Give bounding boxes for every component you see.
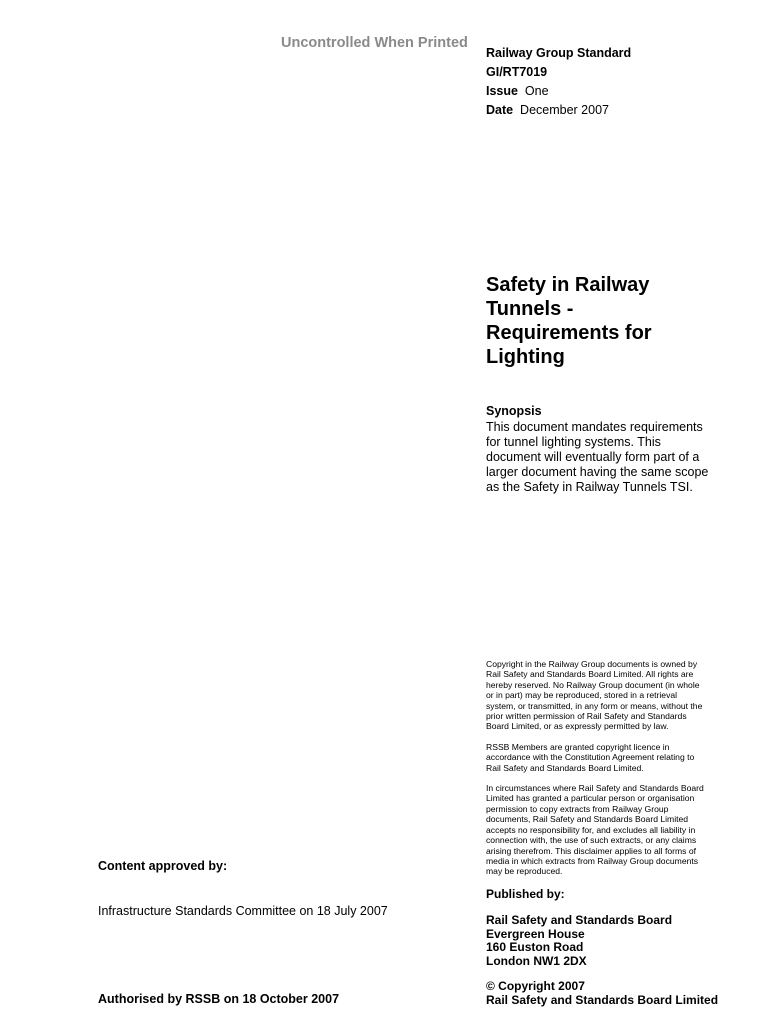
issue-row: Issue One — [486, 84, 549, 98]
published-by-heading: Published by: — [486, 887, 565, 901]
authorisation-statement: Authorised by RSSB on 18 October 2007 — [98, 992, 340, 1006]
uncontrolled-watermark: Uncontrolled When Printed — [281, 35, 468, 51]
date-row: Date December 2007 — [486, 103, 609, 117]
document-metadata — [486, 44, 631, 120]
document-title: Safety in Railway Tunnels - Requirements for Lighting — [486, 274, 652, 368]
licence-paragraph: RSSB Members are granted copyright licence in accordance with the Constitution Agreement relating to Rail Safety and Standards Board Limited. — [486, 741, 695, 773]
synopsis-heading: Synopsis — [486, 404, 542, 418]
copyright-footer: © Copyright 2007 Rail Safety and Standards Board Limited — [486, 979, 719, 1007]
standard-type: Railway Group Standard — [486, 46, 632, 60]
content-approved-heading: Content approved by: — [98, 859, 228, 873]
approving-committee: Infrastructure Standards Committee on 18 July 2007 — [98, 904, 388, 918]
document-number: GI/RT7019 — [486, 65, 548, 79]
copyright-notice — [486, 659, 720, 887]
disclaimer-paragraph: In circumstances where Rail Safety and Standards Board Limited has granted a particular person or organisation permission to copy extracts from Railway Group documents, Rail Safety and Standards Board Limited accepts no responsibility for, and excludes all liability in connection with, the use of such extracts, or any claims arising therefrom. This disclaimer applies to all forms of media in which extracts from Railway Group documents may be reproduced. — [486, 783, 704, 877]
synopsis-text: This document mandates requirements for tunnel lighting systems. This document will eventually form part of a larger document having the same scope as the Safety in Railway Tunnels TSI. — [486, 420, 709, 494]
copyright-paragraph: Copyright in the Railway Group documents is owned by Rail Safety and Standards Board Limited. All rights are hereby reserved. No Railway Group document (in whole or in part) may be reproduced, stored in a retrieval system, or transmitted, in any form or means, without the prior written permission of Rail Safety and Standards Board Limited, or as expressly permitted by law. — [486, 659, 703, 732]
publisher-address: Rail Safety and Standards Board Evergreen House 160 Euston Road London NW1 2DX — [486, 913, 673, 968]
